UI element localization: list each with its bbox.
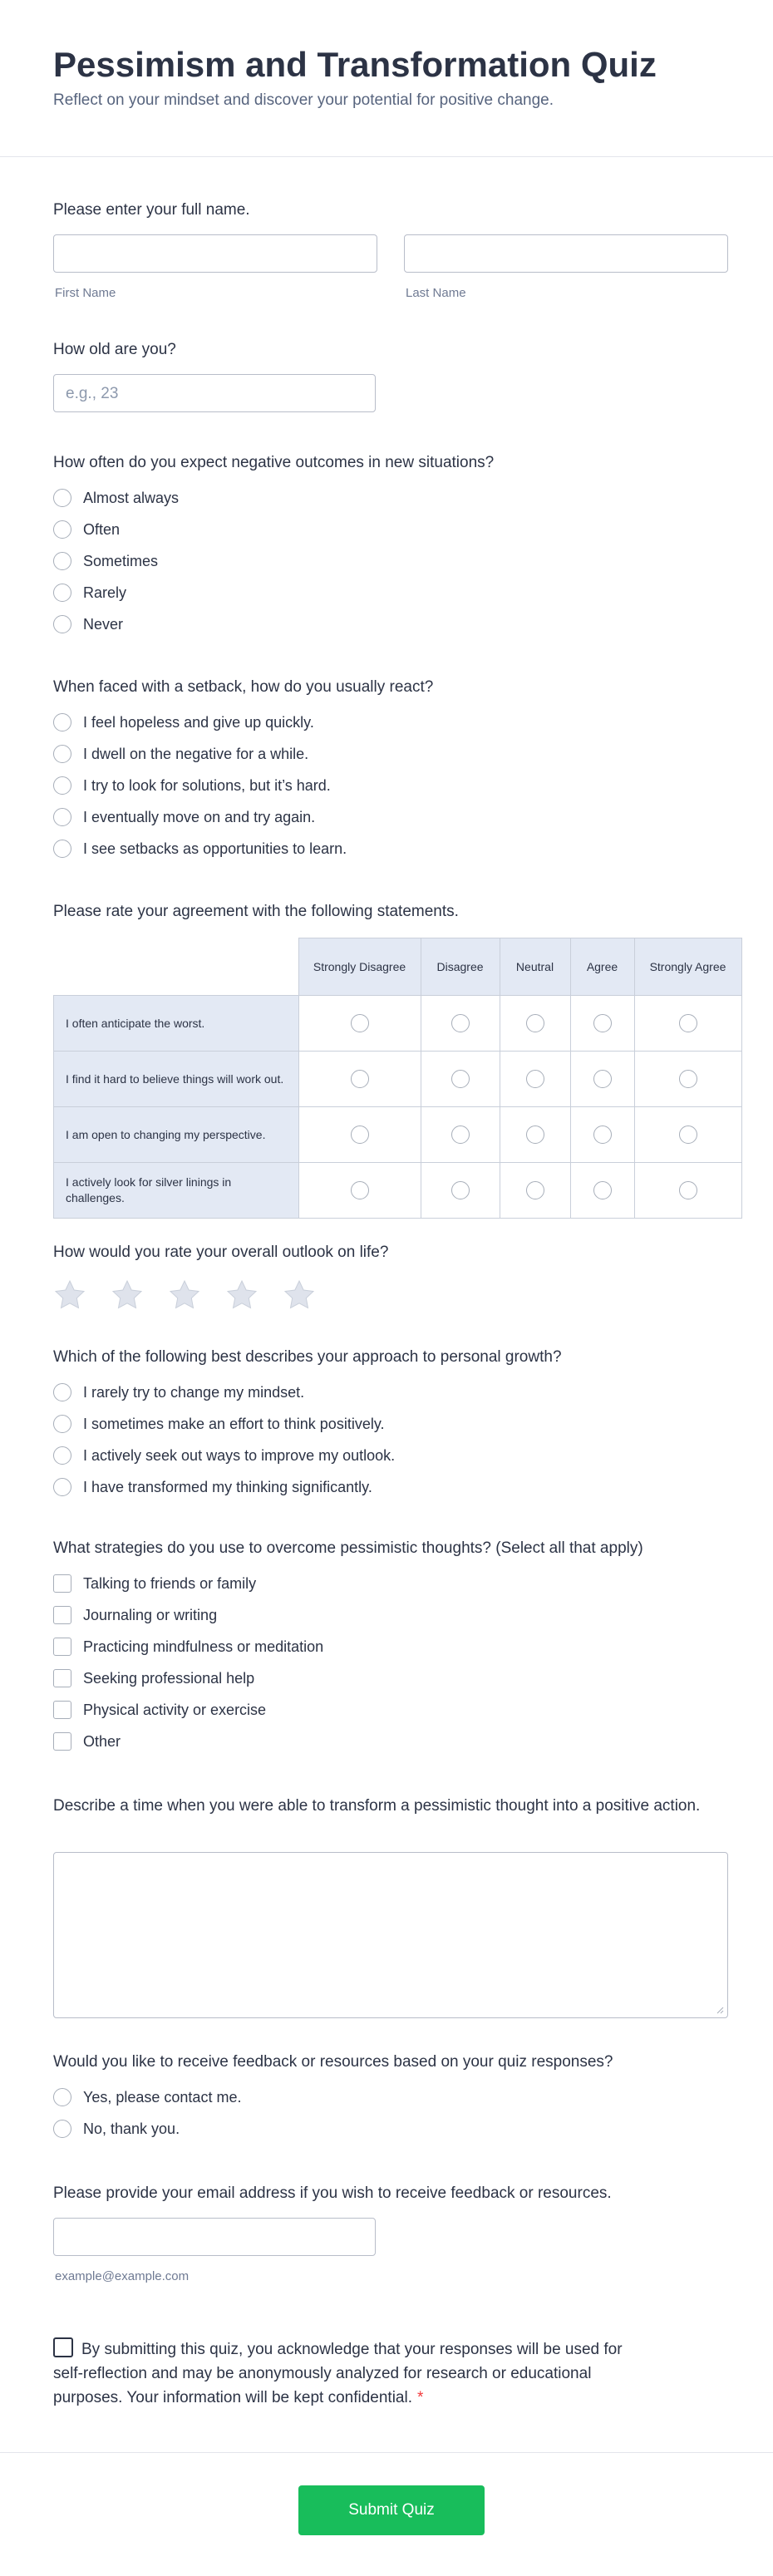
negative-outcomes-label: How often do you expect negative outcomes in new situations? [53, 454, 495, 471]
negative-outcomes-option[interactable] [53, 482, 726, 514]
radio-button[interactable] [53, 489, 71, 507]
matrix-cell [570, 996, 634, 1052]
radio-button[interactable] [53, 713, 71, 731]
matrix-radio-button[interactable] [451, 1181, 470, 1199]
age-label: How old are you? [53, 341, 176, 358]
matrix-cell [570, 1163, 634, 1219]
matrix-cell [298, 996, 421, 1052]
radio-button[interactable] [53, 1446, 71, 1465]
strategy-option[interactable] [53, 1568, 726, 1599]
option-label: Other [83, 1732, 121, 1750]
setback-option[interactable] [53, 707, 726, 738]
star-icon[interactable] [53, 1278, 86, 1312]
matrix-row-label: I find it hard to believe things will work out. [54, 1052, 299, 1107]
matrix-radio-button[interactable] [593, 1070, 612, 1088]
page-title: Pessimism and Transformation Quiz [53, 45, 657, 84]
last-name-sublabel: Last Name [406, 286, 466, 300]
describe-question [53, 1795, 726, 1817]
option-label: Seeking professional help [83, 1669, 255, 1687]
option-label: I see setbacks as opportunities to learn. [83, 840, 347, 857]
agreement-matrix [53, 938, 742, 1219]
rating-question [53, 1242, 726, 1263]
feedback-options [53, 2081, 726, 2145]
last-name-input[interactable] [404, 234, 728, 273]
option-label: Never [83, 615, 124, 633]
radio-button[interactable] [53, 808, 71, 826]
option-label: I dwell on the negative for a while. [83, 745, 309, 762]
matrix-radio-button[interactable] [526, 1181, 544, 1199]
feedback-label: Would you like to receive feedback or resources based on your quiz responses? [53, 2053, 613, 2071]
describe-label: Describe a time when you were able to transform a pessimistic thought into a positive action. [53, 1797, 701, 1815]
first-name-input[interactable] [53, 234, 377, 273]
checkbox[interactable] [53, 1574, 71, 1593]
star-icon[interactable] [111, 1278, 144, 1312]
radio-button[interactable] [53, 2088, 71, 2106]
matrix-cell [570, 1107, 634, 1163]
option-label: I rarely try to change my mindset. [83, 1383, 305, 1401]
matrix-column-header: Disagree [421, 938, 500, 996]
option-label: I eventually move on and try again. [83, 808, 316, 825]
matrix-cell [298, 1163, 421, 1219]
matrix-corner [54, 938, 299, 996]
strategies-question [53, 1538, 726, 1757]
strategy-option[interactable] [53, 1726, 726, 1757]
option-label: No, thank you. [83, 2120, 180, 2137]
radio-button[interactable] [53, 584, 71, 602]
setback-option[interactable] [53, 833, 726, 864]
option-label: Practicing mindfulness or meditation [83, 1638, 324, 1655]
matrix-cell [634, 1052, 741, 1107]
matrix-radio-button[interactable] [679, 1014, 697, 1032]
strategy-option[interactable] [53, 1662, 726, 1694]
email-label: Please provide your email address if you wish to receive feedback or resources. [53, 2184, 612, 2202]
matrix-radio-button[interactable] [526, 1125, 544, 1144]
email-input[interactable] [53, 2218, 376, 2256]
age-question [53, 339, 726, 361]
matrix-row-label: I actively look for silver linings in challenges. [54, 1163, 299, 1219]
growth-option[interactable] [53, 1377, 726, 1408]
feedback-option[interactable] [53, 2081, 726, 2113]
option-label: I actively seek out ways to improve my outlook. [83, 1446, 396, 1464]
setback-option[interactable] [53, 738, 726, 770]
strategies-label: What strategies do you use to overcome pessimistic thoughts? (Select all that apply) [53, 1539, 643, 1557]
matrix-label: Please rate your agreement with the following statements. [53, 903, 459, 920]
required-asterisk: * [416, 2389, 424, 2406]
option-label: I feel hopeless and give up quickly. [83, 713, 314, 731]
age-placeholder: e.g., 23 [66, 385, 119, 402]
strategy-option[interactable] [53, 1694, 726, 1726]
matrix-cell [570, 1052, 634, 1107]
matrix-row [54, 1052, 742, 1107]
matrix-cell [634, 1163, 741, 1219]
setback-options [53, 707, 726, 864]
matrix-row-label: I often anticipate the worst. [54, 996, 299, 1052]
matrix-column-header: Strongly Agree [634, 938, 741, 996]
matrix-radio-button[interactable] [351, 1181, 369, 1199]
consent-statement [53, 2337, 652, 2410]
radio-button[interactable] [53, 1383, 71, 1401]
setback-label: When faced with a setback, how do you usually react? [53, 678, 434, 696]
option-label: Physical activity or exercise [83, 1701, 267, 1718]
radio-button[interactable] [53, 615, 71, 633]
negative-outcomes-option[interactable] [53, 514, 726, 545]
matrix-radio-button[interactable] [593, 1014, 612, 1032]
matrix-column-header: Agree [570, 938, 634, 996]
email-sublabel: example@example.com [55, 2269, 190, 2283]
matrix-radio-button[interactable] [351, 1070, 369, 1088]
form-header [0, 0, 773, 157]
rating-label: How would you rate your overall outlook on life? [53, 1244, 389, 1261]
strategy-option[interactable] [53, 1599, 726, 1631]
age-input[interactable] [53, 374, 376, 412]
option-label: I sometimes make an effort to think positively. [83, 1415, 385, 1432]
negative-outcomes-option[interactable] [53, 545, 726, 577]
radio-button[interactable] [53, 1478, 71, 1496]
radio-button[interactable] [53, 552, 71, 570]
matrix-column-header: Strongly Disagree [298, 938, 421, 996]
matrix-row [54, 1163, 742, 1219]
setback-option[interactable] [53, 770, 726, 801]
radio-button[interactable] [53, 2120, 71, 2138]
growth-options [53, 1377, 726, 1503]
option-label: I have transformed my thinking significantly. [83, 1478, 372, 1495]
matrix-radio-button[interactable] [351, 1014, 369, 1032]
matrix-radio-button[interactable] [679, 1070, 697, 1088]
matrix-cell [500, 1163, 570, 1219]
growth-label: Which of the following best describes your approach to personal growth? [53, 1348, 562, 1366]
negative-outcomes-options [53, 482, 726, 640]
negative-outcomes-option[interactable] [53, 608, 726, 640]
matrix-cell [421, 996, 500, 1052]
checkbox[interactable] [53, 1732, 71, 1751]
star-icon[interactable] [168, 1278, 201, 1312]
checkbox[interactable] [53, 1701, 71, 1719]
matrix-radio-button[interactable] [451, 1070, 470, 1088]
setback-option[interactable] [53, 801, 726, 833]
describe-textarea[interactable] [53, 1852, 728, 2018]
matrix-cell [421, 1163, 500, 1219]
radio-button[interactable] [53, 520, 71, 539]
resize-handle-icon[interactable] [716, 2006, 724, 2014]
growth-option[interactable] [53, 1408, 726, 1440]
checkbox[interactable] [53, 1638, 71, 1656]
consent-text: By submitting this quiz, you acknowledge that your responses will be used for self-reflection and may be anonymously analyzed for research or educational purposes. Your information will be kept confidential. [53, 2341, 623, 2406]
matrix-radio-button[interactable] [526, 1070, 544, 1088]
option-label: Almost always [83, 489, 180, 506]
first-name-sublabel: First Name [55, 286, 116, 300]
radio-button[interactable] [53, 1415, 71, 1433]
checkbox[interactable] [53, 1669, 71, 1687]
matrix-row-label: I am open to changing my perspective. [54, 1107, 299, 1163]
matrix-cell [298, 1107, 421, 1163]
feedback-question [53, 2051, 726, 2145]
radio-button[interactable] [53, 840, 71, 858]
setback-question [53, 677, 726, 864]
matrix-column-header: Neutral [500, 938, 570, 996]
matrix-cell [500, 1107, 570, 1163]
negative-outcomes-question [53, 452, 726, 640]
matrix-row [54, 996, 742, 1052]
matrix-radio-button[interactable] [593, 1125, 612, 1144]
strategy-option[interactable] [53, 1631, 726, 1662]
negative-outcomes-option[interactable] [53, 577, 726, 608]
option-label: Talking to friends or family [83, 1574, 257, 1592]
star-icon[interactable] [283, 1278, 316, 1312]
name-label: Please enter your full name. [53, 201, 250, 219]
matrix-question [53, 901, 726, 923]
option-label: Journaling or writing [83, 1606, 218, 1623]
option-label: Often [83, 520, 121, 538]
matrix-cell [634, 1107, 741, 1163]
matrix-radio-button[interactable] [451, 1125, 470, 1144]
star-icon[interactable] [225, 1278, 258, 1312]
matrix-cell [421, 1052, 500, 1107]
feedback-option[interactable] [53, 2113, 726, 2145]
matrix-row [54, 1107, 742, 1163]
email-question [53, 2183, 726, 2204]
option-label: I try to look for solutions, but it’s hard. [83, 776, 331, 794]
matrix-cell [421, 1107, 500, 1163]
checkbox[interactable] [53, 1606, 71, 1624]
matrix-radio-button[interactable] [351, 1125, 369, 1144]
radio-button[interactable] [53, 745, 71, 763]
name-question [53, 199, 726, 221]
strategies-options [53, 1568, 726, 1757]
option-label: Rarely [83, 584, 127, 601]
matrix-radio-button[interactable] [526, 1014, 544, 1032]
matrix-cell [634, 996, 741, 1052]
matrix-cell [298, 1052, 421, 1107]
growth-option[interactable] [53, 1471, 726, 1503]
consent-checkbox[interactable] [53, 2337, 73, 2357]
radio-button[interactable] [53, 776, 71, 795]
submit-button[interactable]: Submit Quiz [298, 2485, 485, 2535]
matrix-radio-button[interactable] [451, 1014, 470, 1032]
matrix-radio-button[interactable] [679, 1181, 697, 1199]
matrix-radio-button[interactable] [593, 1181, 612, 1199]
page-subtitle: Reflect on your mindset and discover your potential for positive change. [53, 91, 554, 109]
option-label: Yes, please contact me. [83, 2088, 242, 2106]
star-rating [53, 1278, 340, 1312]
matrix-radio-button[interactable] [679, 1125, 697, 1144]
matrix-cell [500, 1052, 570, 1107]
option-label: Sometimes [83, 552, 159, 569]
matrix-cell [500, 996, 570, 1052]
growth-option[interactable] [53, 1440, 726, 1471]
growth-question [53, 1347, 726, 1503]
